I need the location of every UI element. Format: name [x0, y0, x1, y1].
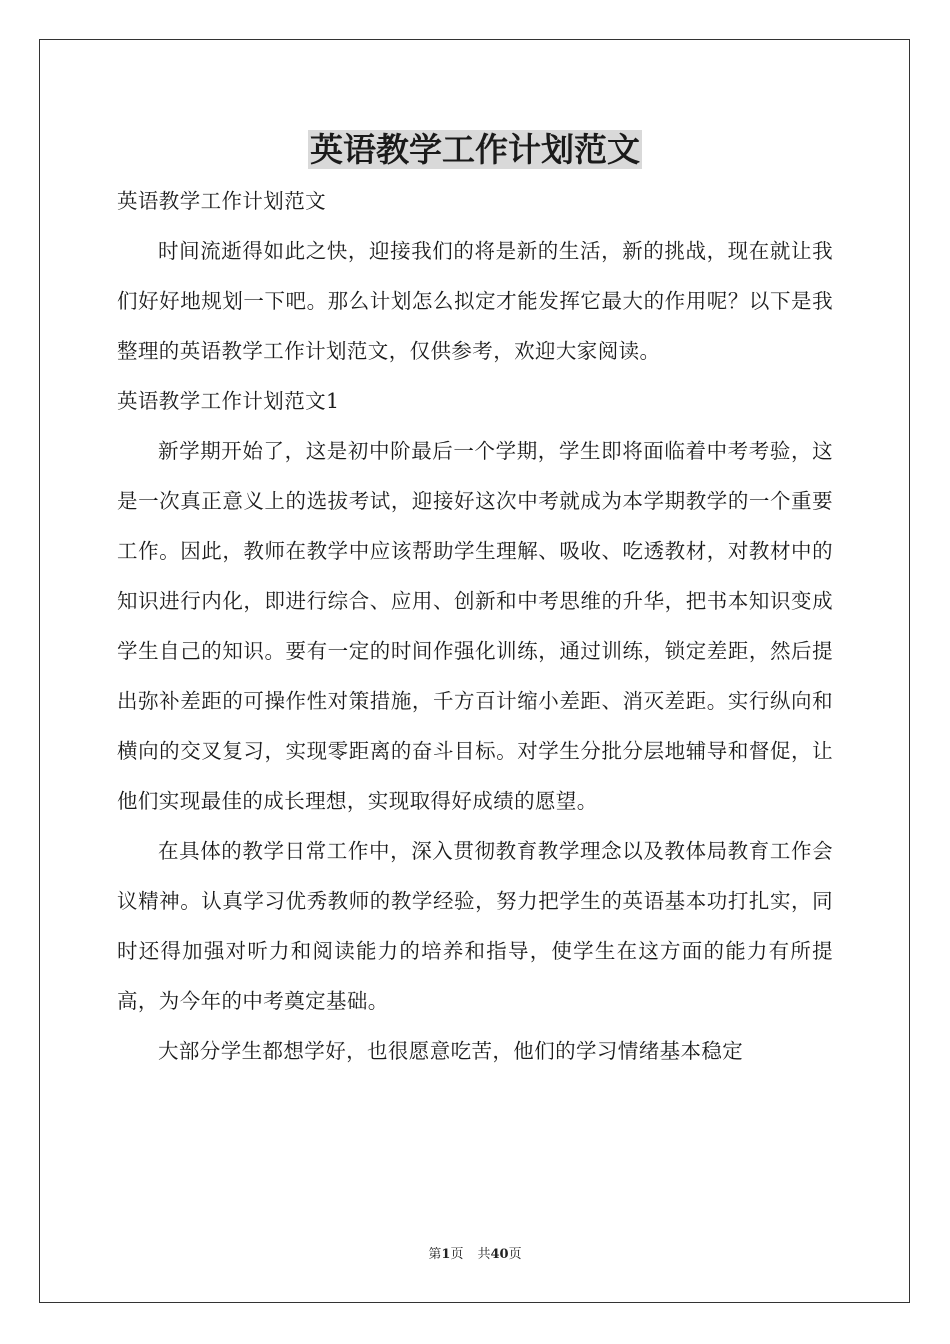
body-paragraph: 在具体的教学日常工作中，深入贯彻教育教学理念以及教体局教育工作会议精神。认真学习优秀教师的教学经验，努力把学生的英语基本功打扎实，同时还得加强对听力和阅读能力的培养和指导，使学生在这方面的能力有所提高，为今年的中考奠定基础。: [117, 839, 833, 1013]
body-paragraph: 时间流逝得如此之快，迎接我们的将是新的生活，新的挑战，现在就让我们好好地规划一下吧。那么计划怎么拟定才能发挥它最大的作用呢？以下是我整理的英语教学工作计划范文，仅供参考，欢迎大家阅读。: [117, 239, 833, 363]
total-prefix: 共: [477, 1247, 491, 1262]
body-paragraph: 大部分学生都想学好，也很愿意吃苦，他们的学习情绪基本稳定: [158, 1039, 744, 1063]
total-suffix: 页: [508, 1247, 522, 1262]
page-number: 1: [441, 1247, 451, 1262]
total-pages: 40: [490, 1247, 509, 1262]
page-suffix: 页: [450, 1247, 464, 1262]
document-body: [117, 176, 833, 1076]
page-prefix: 第: [428, 1247, 442, 1262]
body-paragraph: 新学期开始了，这是初中阶最后一个学期，学生即将面临着中考考验，这是一次真正意义上的选拔考试，迎接好这次中考就成为本学期教学的一个重要工作。因此，教师在教学中应该帮助学生理解、吸收、吃透教材，对教材中的知识进行内化，即进行综合、应用、创新和中考思维的升华，把书本知识变成学生自己的知识。要有一定的时间作强化训练，通过训练，锁定差距，然后提出弥补差距的可操作性对策措施，千方百计缩小差距、消灭差距。实行纵向和横向的交叉复习，实现零距离的奋斗目标。对学生分批分层地辅导和督促，让他们实现最佳的成长理想，实现取得好成绩的愿望。: [117, 439, 833, 813]
document-title-text: 英语教学工作计划范文: [310, 130, 640, 169]
document-title: [0, 128, 950, 172]
page-footer: [0, 1246, 950, 1264]
body-paragraph: 英语教学工作计划范文: [117, 189, 326, 213]
section-heading: 英语教学工作计划范文1: [117, 389, 340, 413]
